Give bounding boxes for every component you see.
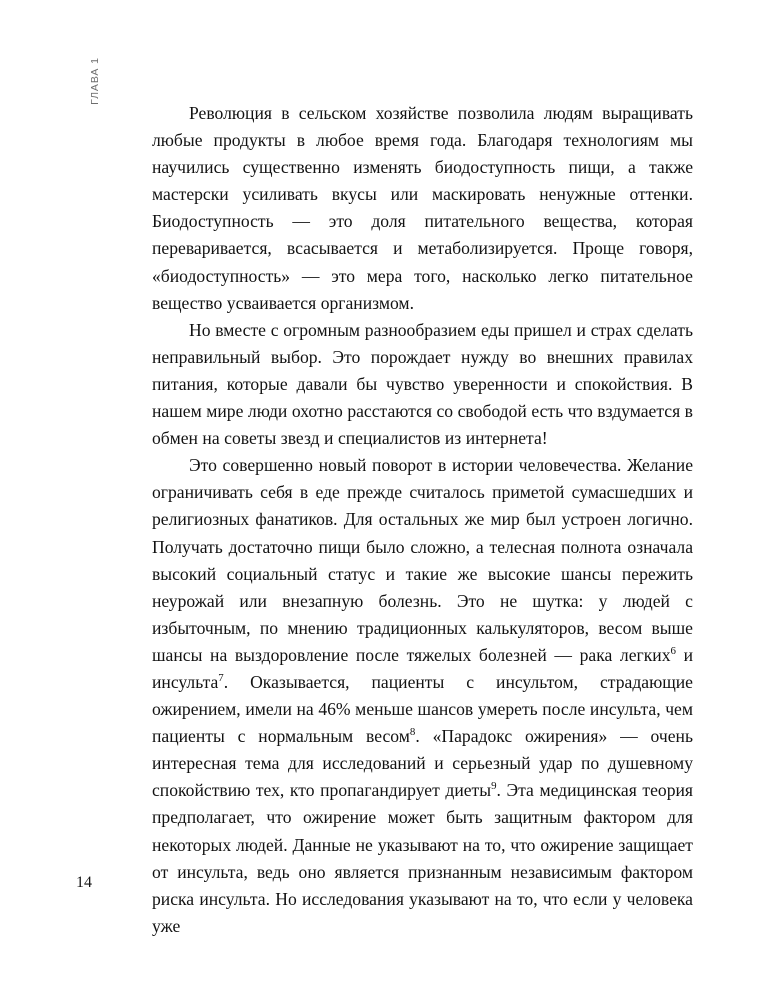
paragraph-1: Революция в сельском хозяйстве позволила людям выращивать любые продукты в любое время года. Благодаря технологиям мы научились существенно изменять биодоступность пищи, а также мастерски усиливать вкусы или маскировать ненужные оттенки. Биодоступность — это доля питательного вещества, которая переваривается, всасывается и метаболизируется. Проще говоря, «биодоступность» — это мера того, насколько легко питательное вещество усваивается организмом. — [152, 103, 693, 313]
body-text-column — [152, 100, 693, 940]
paragraph-2: Но вместе с огромным разнообразием еды пришел и страх сделать неправильный выбор. Это порождает нужду во внешних правилах питания, которые давали бы чувство уверенности и спокойствия. В нашем мире люди охотно расстаются со свободой есть что вздумается в обмен на советы звезд и специалистов из интернета! — [152, 319, 693, 449]
footnote-marker-6: 6 — [670, 645, 676, 658]
page-number: 14 — [76, 874, 92, 891]
footnote-marker-9: 9 — [491, 780, 497, 793]
footnote-marker-8: 8 — [409, 726, 416, 739]
footnote-marker-7: 7 — [218, 672, 224, 685]
paragraph-3: Это совершенно новый поворот в истории человечества. Желание ограничивать себя в еде прежде считалось приметой сумасшедших и религиозных фанатиков. Для остальных же мир был устроен логично. Получать достаточно пищи было сложно, а телесная полнота означала высокий социальный статус и такие же высокие шансы пережить неурожай или внезапную болезнь. Это не шутка: у людей с избыточным, по мнению традиционных калькуляторов, весом выше шансы на выздоровление после тяжелых болезней — рака легких$^6$ и инсульта$^7$. Оказывается, пациенты с инсультом, страдающие ожирением, имели на 46% меньше шансов умереть после инсульта, чем пациенты с нормальным весом$^8$. «Парадокс ожирения» — очень интересная тема для исследований и серьезный удар по душевному спокойствию тех, кто пропагандирует диеты$^9$. Эта медицинская теория предполагает, что ожирение может быть защитным фактором для некоторых людей. Данные не указывают на то, что ожирение защищает от инсульта, ведь оно является признанным независимым фактором риска инсульта. Но исследования указывают на то, что если у человека уже — [152, 455, 694, 936]
chapter-running-head-label: ГЛАВА 1 — [88, 57, 101, 105]
chapter-running-head — [88, 55, 102, 107]
